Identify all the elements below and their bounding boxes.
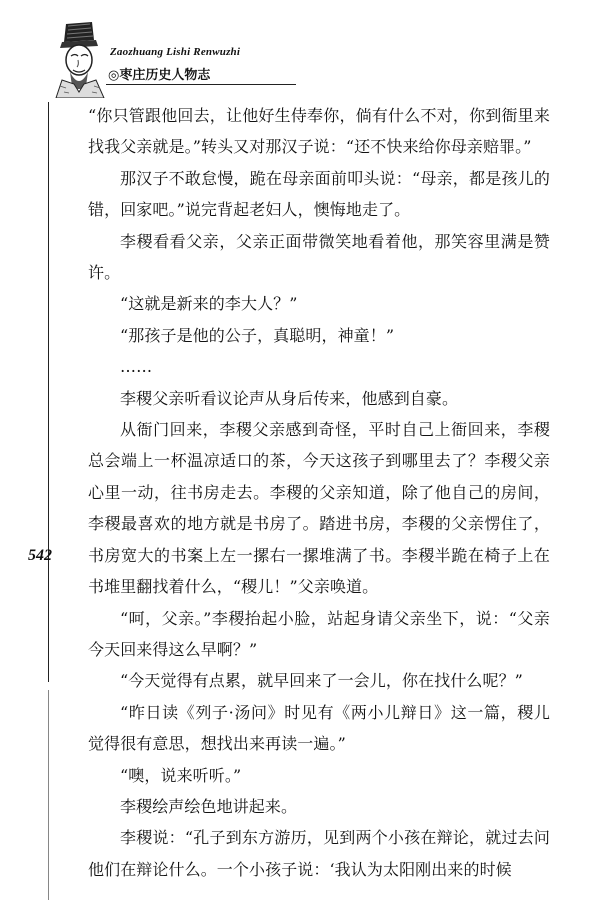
paragraph: “呵，父亲。”李稷抬起小脸，站起身请父亲坐下，说：“父亲今天回来得这么早啊？”: [88, 608, 550, 659]
paragraph: 从衙门回来，李稷父亲感到奇怪，平时自己上衙回来，李稷总会端上一杯温凉适口的茶，今天这孩子到哪里去了？李稷父亲心里一动，往书房走去。李稷的父亲知道，除了他自己的房间，李稷最喜欢的地方就是书房了。踏进书房，李稷的父亲愣住了，书房宽大的书案上左一摞右一摞堆满了书。李稷半跪在椅子上在书堆里翻找着什么，“稷儿！”父亲唤道。: [88, 420, 550, 597]
paragraph: 李稷看看父亲，父亲正面带微笑地看着他，那笑容里满是赞许。: [88, 231, 550, 283]
body-text: [88, 100, 550, 885]
paragraph: “今天觉得有点累，就早回来了一会儿，你在找什么呢？”: [120, 671, 523, 691]
paragraph: 那汉子不敢怠慢，跪在母亲面前叩头说：“母亲，都是孩儿的错，回家吧。”说完背起老妇人，懊悔地走了。: [88, 168, 550, 220]
margin-rule-lower: [48, 690, 49, 900]
paragraph: 李稷说：“孔子到东方游历，见到两个小孩在辩论，就过去问他们在辩论什么。一个小孩子说：‘我认为太阳刚出来的时候: [88, 828, 550, 879]
paragraph: “这就是新来的李大人？”: [120, 294, 298, 314]
page-number: 542: [28, 547, 52, 564]
paragraph: “噢，说来听听。”: [120, 765, 242, 785]
header-title-zh: ◎枣庄历史人物志: [108, 68, 211, 83]
margin-rule: [48, 102, 49, 682]
paragraph: 李稷父亲听看议论声从身后传来，他感到自豪。: [120, 388, 459, 408]
scholar-portrait-icon: [52, 20, 110, 98]
paragraph: 李稷绘声绘色地讲起来。: [120, 796, 298, 816]
paragraph: ……: [120, 357, 153, 377]
paragraph: “你只管跟他回去，让他好生侍奉你，倘有什么不对，你到衙里来找我父亲就是。”转头又对那汉子说：“还不快来给你母亲赔罪。”: [88, 106, 550, 157]
paragraph: “那孩子是他的公子，真聪明，神童！”: [120, 325, 395, 345]
running-header: [52, 20, 302, 100]
header-divider: [106, 84, 296, 85]
header-title-en: Zaozhuang Lishi Renwuzhi: [110, 46, 241, 58]
paragraph: “昨日读《列子·汤问》时见有《两小儿辩日》这一篇，稷儿觉得很有意思，想找出来再读一遍。”: [88, 702, 550, 754]
